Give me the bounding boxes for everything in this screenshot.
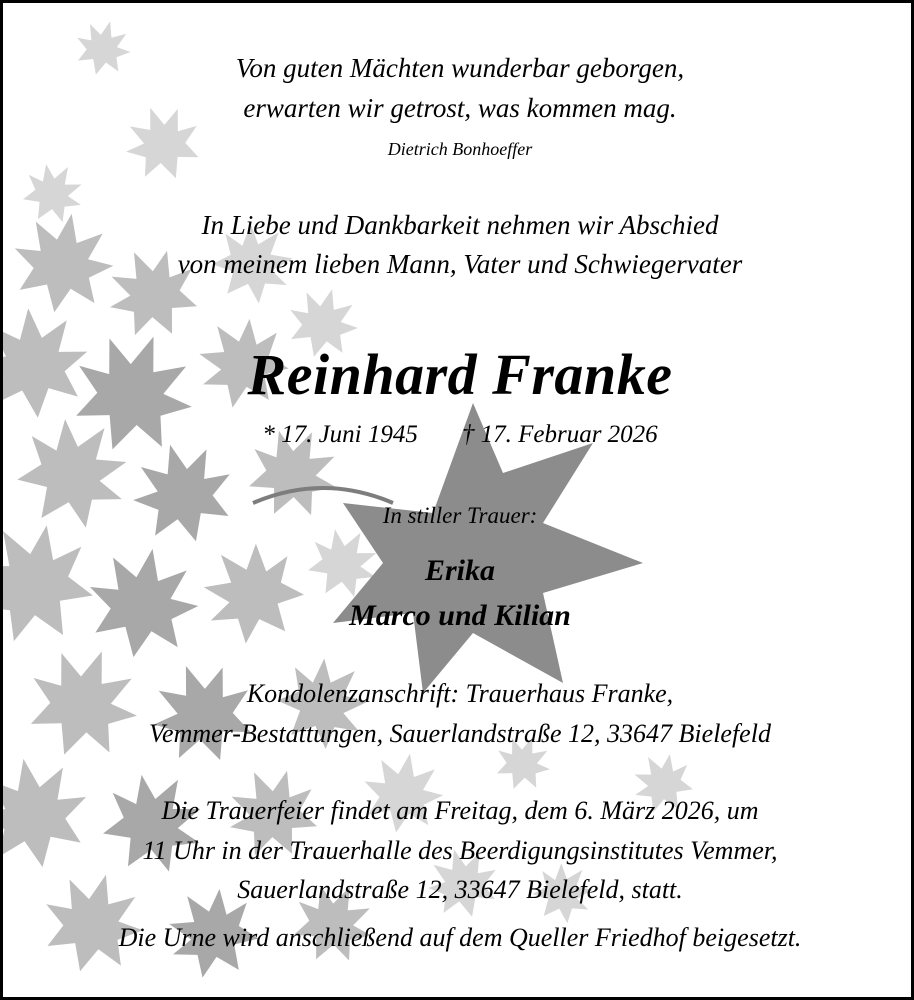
- condolence-line-1: Kondolenzanschrift: Trauerhaus Franke,: [246, 679, 674, 708]
- birth-date: * 17. Juni 1945: [262, 421, 418, 448]
- intro-line-2: von meinem lieben Mann, Vater und Schwiegervater: [177, 249, 743, 279]
- condolence-line-2: Vemmer-Bestattungen, Sauerlandstraße 12, 33647 Bielefeld: [149, 719, 771, 748]
- funeral-line-1: Die Trauerfeier findet am Freitag, dem 6. März 2026, um: [161, 796, 759, 825]
- mourner-name-2: Marco und Kilian: [349, 599, 571, 632]
- funeral-line-3: Sauerlandstraße 12, 33647 Bielefeld, statt.: [237, 875, 683, 904]
- death-date: † 17. Februar 2026: [461, 421, 658, 448]
- leaf-shape: [183, 523, 324, 664]
- life-dates: [3, 421, 914, 449]
- leaf-shape: [122, 432, 244, 554]
- funeral-line-2: 11 Uhr in der Trauerhalle des Beerdigungsinstitutes Vemmer,: [142, 836, 778, 865]
- deceased-name: Reinhard Franke: [247, 342, 673, 407]
- quote-line-1: Von guten Mächten wunderbar geborgen,: [235, 53, 685, 83]
- mourners-heading: In stiller Trauer:: [382, 503, 538, 528]
- leaf-shape: [139, 649, 267, 777]
- leaf-stem: [253, 488, 393, 503]
- quote-author: Dietrich Bonhoeffer: [387, 139, 533, 159]
- mourner-name-1: Erika: [424, 554, 496, 587]
- funeral-line-4: Die Urne wird anschließend auf dem Queller Friedhof beigesetzt.: [118, 923, 802, 952]
- intro-line-1: In Liebe und Dankbarkeit nehmen wir Abschied: [201, 210, 719, 240]
- quote-line-2: erwarten wir getrost, was kommen mag.: [243, 93, 677, 123]
